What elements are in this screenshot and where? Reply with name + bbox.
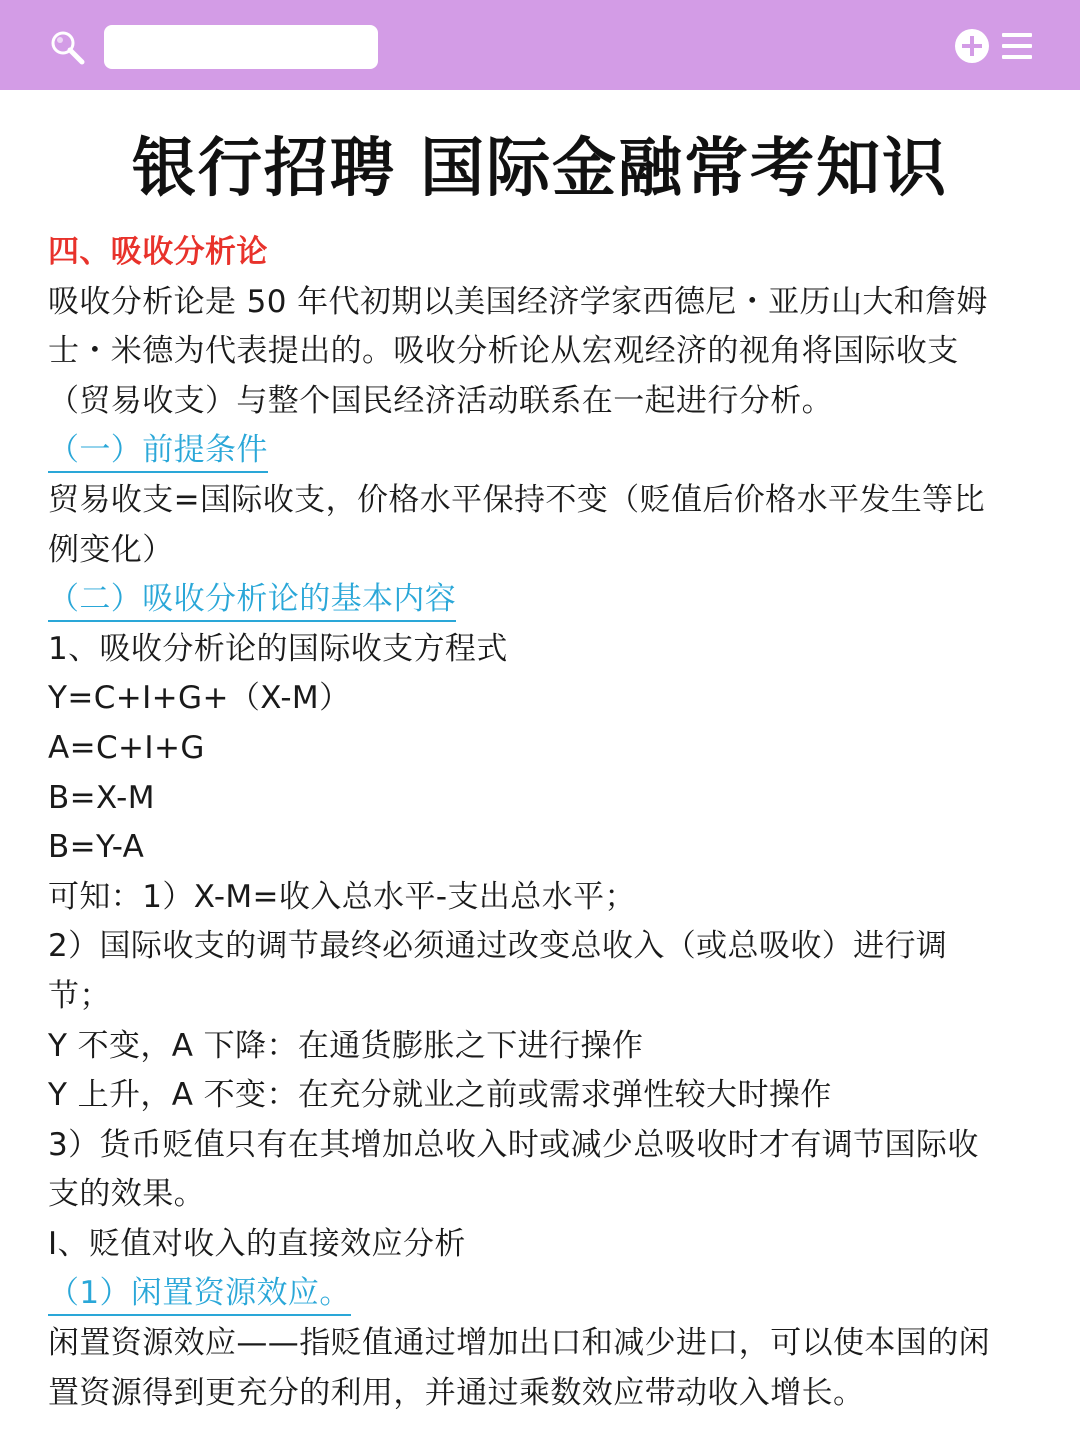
paragraph-line: （贸易收支）与整个国民经济活动联系在一起进行分析。 bbox=[48, 382, 833, 419]
paragraph-line: Y 上升，A 不变：在充分就业之前或需求弹性较大时操作 bbox=[48, 1077, 832, 1114]
formula-line: B=Y-A bbox=[48, 829, 145, 866]
paragraph-line: Ⅰ、贬值对收入的直接效应分析 bbox=[48, 1225, 466, 1262]
section-heading: 四、吸收分析论 bbox=[48, 234, 268, 270]
paragraph-line: 可知：1）X-M=收入总水平-支出总水平； bbox=[48, 878, 636, 915]
paragraph-line: 节； bbox=[48, 977, 111, 1014]
paragraph-line: 士・米德为代表提出的。吸收分析论从宏观经济的视角将国际收支 bbox=[48, 333, 959, 370]
article-body bbox=[48, 228, 1038, 1418]
paragraph-line: 支的效果。 bbox=[48, 1176, 205, 1213]
paragraph-line: 贸易收支=国际收支，价格水平保持不变（贬值后价格水平发生等比 bbox=[48, 481, 985, 518]
paragraph-line: 吸收分析论是 50 年代初期以美国经济学家西德尼・亚历山大和詹姆 bbox=[48, 283, 988, 320]
subheading-link-basic-content[interactable]: （二）吸收分析论的基本内容 bbox=[48, 578, 456, 622]
paragraph-line: 闲置资源效应——指贬值通过增加出口和减少进口，可以使本国的闲 bbox=[48, 1325, 990, 1362]
paragraph-line: 置资源得到更充分的利用，并通过乘数效应带动收入增长。 bbox=[48, 1374, 865, 1411]
paragraph-line: 2）国际收支的调节最终必须通过改变总收入（或总吸收）进行调 bbox=[48, 928, 948, 965]
paragraph-line: 1、吸收分析论的国际收支方程式 bbox=[48, 630, 508, 667]
formula-line: Y=C+I+G+（X-M） bbox=[48, 680, 351, 717]
plus-circle-icon[interactable] bbox=[954, 28, 990, 64]
paragraph-line: Y 不变，A 下降：在通货膨胀之下进行操作 bbox=[48, 1027, 644, 1064]
top-toolbar bbox=[0, 0, 1080, 90]
page-title: 银行招聘 国际金融常考知识 bbox=[131, 132, 949, 206]
paragraph-line: 例变化） bbox=[48, 531, 174, 568]
search-icon[interactable] bbox=[48, 28, 88, 68]
paragraph-line: 3）货币贬值只有在其增加总收入时或减少总吸收时才有调节国际收 bbox=[48, 1126, 979, 1163]
menu-icon[interactable] bbox=[1002, 32, 1032, 60]
formula-line: A=C+I+G bbox=[48, 729, 205, 766]
search-input[interactable] bbox=[104, 25, 378, 69]
subheading-link-premise[interactable]: （一）前提条件 bbox=[48, 429, 268, 473]
formula-line: B=X-M bbox=[48, 779, 155, 816]
subheading-link-idle-resource[interactable]: （1）闲置资源效应。 bbox=[48, 1272, 351, 1316]
